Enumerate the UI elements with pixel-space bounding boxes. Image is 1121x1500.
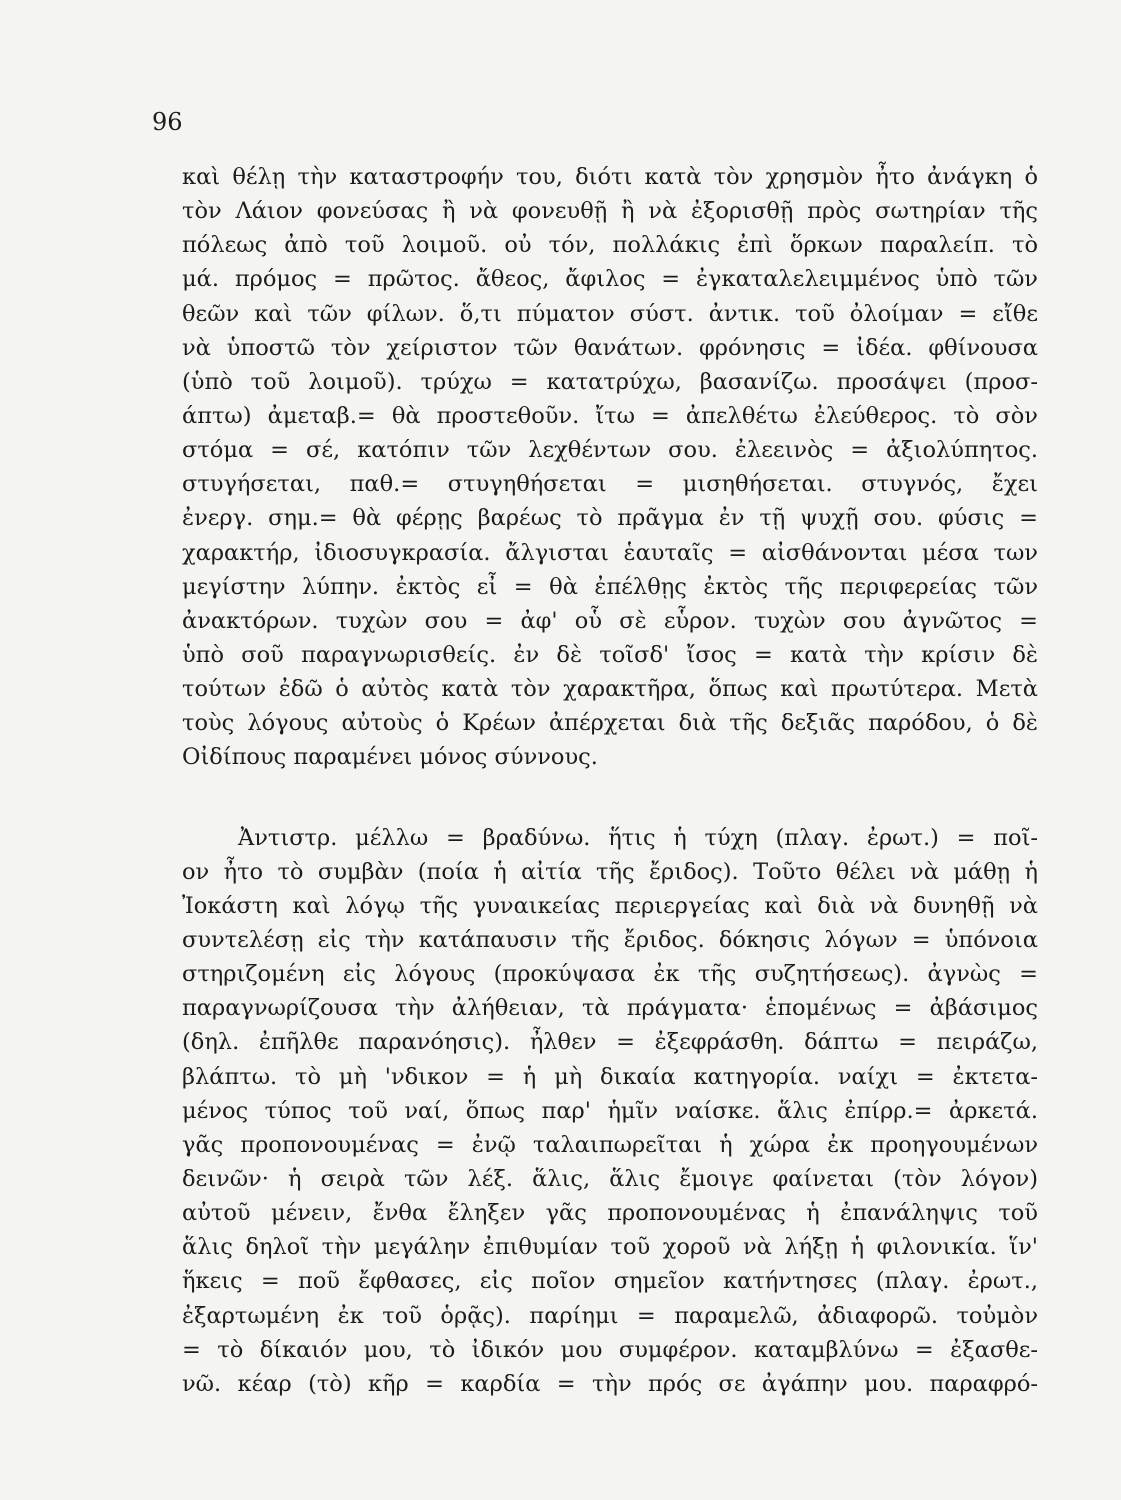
text-line: ἐνεργ. σημ.= θὰ φέρῃς βαρέως τὸ πρᾶγμα ἐν τῇ ψυχῇ σου. φύσις = bbox=[182, 505, 1038, 532]
text-line: χαρακτήρ, ἰδιοσυγκρασία. ἄλγισται ἑαυταῖς = αἰσθάνονται μέσα των bbox=[182, 539, 1038, 566]
text-line: Ἰοκάστη καὶ λόγῳ τῆς γυναικείας περιεργείας καὶ διὰ νὰ δυνηθῇ νὰ bbox=[182, 892, 1038, 919]
text-line: νὰ ὑποστῶ τὸν χείριστον τῶν θανάτων. φρόνησις = ἰδέα. φθίνουσα bbox=[182, 334, 1038, 361]
paragraph-2 bbox=[182, 821, 1038, 1401]
text-line: μεγίστην λύπην. ἐκτὸς εἶ = θὰ ἐπέλθῃς ἐκτὸς τῆς περιφερείας τῶν bbox=[182, 573, 1038, 600]
text-line: τοὺς λόγους αὐτοὺς ὁ Κρέων ἀπέρχεται διὰ τῆς δεξιᾶς παρόδου, ὁ δὲ bbox=[182, 710, 1038, 737]
text-line: Ἀντιστρ. μέλλω = βραδύνω. ἥτις ἡ τύχη (πλαγ. ἐρωτ.) = ποῖ- bbox=[238, 824, 1038, 851]
text-line: ον ἦτο τὸ συμβὰν (ποία ἡ αἰτία τῆς ἔριδος). Τοῦτο θέλει νὰ μάθῃ ἡ bbox=[182, 858, 1038, 885]
text-line: μένος τύπος τοῦ ναί, ὅπως παρ' ἡμῖν ναίσκε. ἅλις ἐπίρρ.= ἀρκετά. bbox=[182, 1097, 1038, 1124]
text-line: μά. πρόμος = πρῶτος. ἄθεος, ἄφιλος = ἐγκαταλελειμμένος ὑπὸ τῶν bbox=[182, 266, 1038, 293]
text-line: = τὸ δίκαιόν μου, τὸ ἰδικόν μου συμφέρον. καταμβλύνω = ἐξασθε- bbox=[182, 1336, 1038, 1363]
text-line: ἀνακτόρων. τυχὼν σου = ἀφ' οὗ σὲ εὗρον. τυχὼν σου ἀγνῶτος = bbox=[182, 607, 1038, 634]
text-line: ὑπὸ σοῦ παραγνωρισθείς. ἐν δὲ τοῖσδ' ἴσος = κατὰ τὴν κρίσιν δὲ bbox=[182, 641, 1038, 668]
text-line: στυγήσεται, παθ.= στυγηθήσεται = μισηθήσεται. στυγνός, ἔχει bbox=[182, 471, 1038, 498]
text-line: συντελέσῃ εἰς τὴν κατάπαυσιν τῆς ἔριδος. δόκησις λόγων = ὑπόνοια bbox=[182, 926, 1038, 953]
text-line: τούτων ἐδῶ ὁ αὐτὸς κατὰ τὸν χαρακτῆρα, ὅπως καὶ πρωτύτερα. Μετὰ bbox=[182, 676, 1038, 703]
text-line: δεινῶν· ἡ σειρὰ τῶν λέξ. ἅλις, ἅλις ἔμοιγε φαίνεται (τὸν λόγον) bbox=[182, 1165, 1038, 1192]
commentary-text bbox=[182, 160, 1038, 1401]
text-line: (ὑπὸ τοῦ λοιμοῦ). τρύχω = κατατρύχω, βασανίζω. προσάψει (προσ- bbox=[182, 368, 1038, 395]
text-line: Οἰδίπους παραμένει μόνος σύννους. bbox=[182, 744, 598, 771]
text-line: βλάπτω. τὸ μὴ 'νδικον = ἡ μὴ δικαία κατηγορία. ναίχι = ἐκτετα- bbox=[182, 1063, 1038, 1090]
text-line: στηριζομένη εἰς λόγους (προκύψασα ἐκ τῆς συζητήσεως). ἀγνὼς = bbox=[182, 961, 1038, 988]
text-line: ἅλις δηλοῖ τὴν μεγάλην ἐπιθυμίαν τοῦ χοροῦ νὰ λήξῃ ἡ φιλονικία. ἵν' bbox=[182, 1234, 1038, 1261]
text-line: ἐξαρτωμένη ἐκ τοῦ ὁρᾷς). παρίημι = παραμελῶ, ἀδιαφορῶ. τοὐμὸν bbox=[182, 1302, 1038, 1329]
text-line: καὶ θέλῃ τὴν καταστροφήν του, διότι κατὰ τὸν χρησμὸν ἦτο ἀνάγκη ὁ bbox=[182, 164, 1038, 190]
text-line: ἥκεις = ποῦ ἔφθασες, εἰς ποῖον σημεῖον κατήντησες (πλαγ. ἐρωτ., bbox=[182, 1268, 1038, 1295]
text-line: τὸν Λάιον φονεύσας ἢ νὰ φονευθῇ ἢ νὰ ἐξορισθῇ πρὸς σωτηρίαν τῆς bbox=[182, 198, 1038, 225]
text-line: άπτω) ἀμεταβ.= θὰ προστεθοῦν. ἴτω = ἀπελθέτω ἐλεύθερος. τὸ σὸν bbox=[182, 402, 1038, 429]
text-line: πόλεως ἀπὸ τοῦ λοιμοῦ. οὐ τόν, πολλάκις ἐπὶ ὅρκων παραλείπ. τὸ bbox=[182, 232, 1038, 259]
text-line: αὐτοῦ μένειν, ἔνθα ἔληξεν γᾶς προπονουμένας ἡ ἐπανάληψις τοῦ bbox=[182, 1200, 1038, 1227]
text-line: γᾶς προπονουμένας = ἐνῷ ταλαιπωρεῖται ἡ χώρα ἐκ προηγουμένων bbox=[182, 1131, 1038, 1158]
text-line: νῶ. κέαρ (τὸ) κῆρ = καρδία = τὴν πρός σε ἀγάπην μου. παραφρό- bbox=[182, 1370, 1038, 1397]
text-line: (δηλ. ἐπῆλθε παρανόησις). ἦλθεν = ἐξεφράσθη. δάπτω = πειράζω, bbox=[182, 1029, 1038, 1056]
text-line: στόμα = σέ, κατόπιν τῶν λεχθέντων σου. ἐλεεινὸς = ἀξιολύπητος. bbox=[182, 437, 1038, 464]
paragraph-1 bbox=[182, 160, 1038, 775]
page-number: 96 bbox=[152, 108, 183, 136]
text-line: παραγνωρίζουσα τὴν ἀλήθειαν, τὰ πράγματα· ἑπομένως = ἀβάσιμος bbox=[182, 995, 1038, 1022]
text-line: θεῶν καὶ τῶν φίλων. ὅ,τι πύματον σύστ. ἀντικ. τοῦ ὀλοίμαν = εἴθε bbox=[182, 300, 1038, 327]
paragraph-gap bbox=[182, 775, 1038, 821]
